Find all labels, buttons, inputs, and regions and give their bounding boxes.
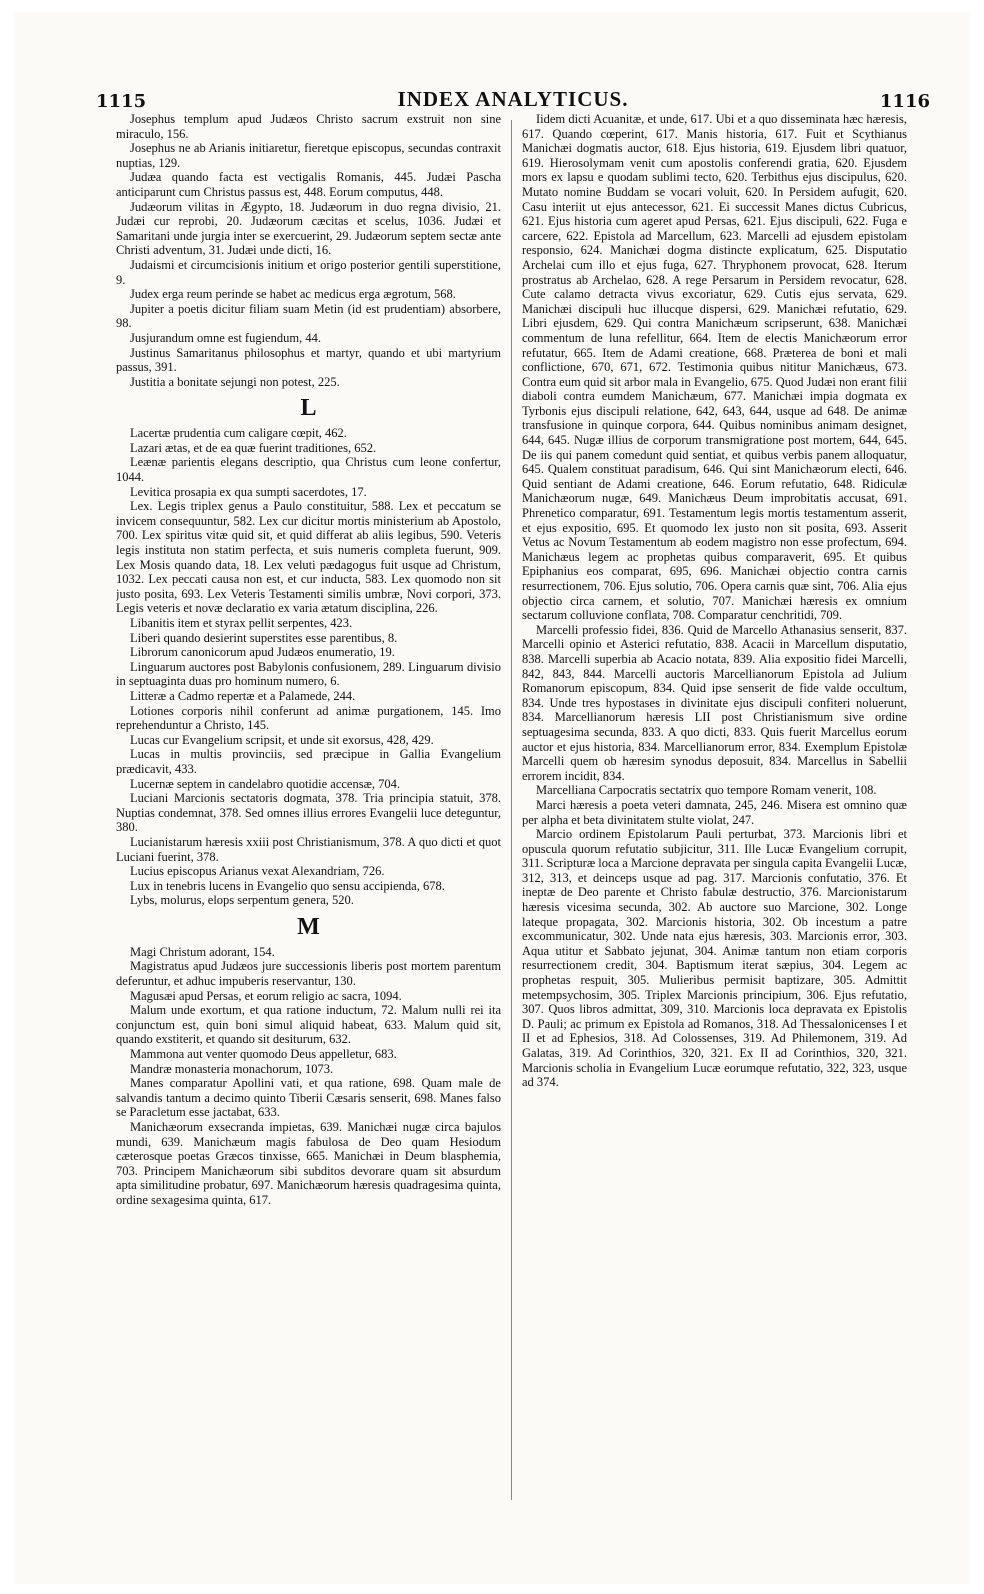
index-entry: Libanitis item et styrax pellit serpentes, 423. xyxy=(130,616,353,630)
index-entry: Liberi quando desierint superstites esse parentibus, 8. xyxy=(130,630,398,645)
index-entry: Marcelli professio fidei, 836. Quid de Marcello Athanasius senserit, 837. Marcelli opinio et Asterici refutatio, 838. Acacii in Marcellum disputatio, 838. Marcelli superbia ab Acacio notata, 839. Alia expositio fidei Marcelli, 842, 843, 844. Marcelli auctoris Marcellianorum Epistola ad Julium Romanorum episcopum, 834. Quid ipse senserit de fide valde occultum, 834. Unde tres hypostases in divinitate ejus discipuli confiteri noluerunt, 834. Marcellianorum hæresis LII post Christianismum sive ordine septuagesima secunda, 833. A quo dicti, 833. Quis fuerit Marcellus eorum auctor et ejus historia, 834. Marcellianorum error, 834. Exemplum Epistolæ Marcelli quem ob hæresim synodus deposuit, 834. Marcellus in Sabellii errorem incidit, 834. xyxy=(522,622,907,783)
index-entry: Librorum canonicorum apud Judæos enumeratio, 19. xyxy=(130,645,395,660)
left-column xyxy=(116,112,501,1512)
page-header xyxy=(96,72,930,112)
index-entry: Lucas cur Evangelium scripsit, et unde sit exorsus, 428, 429. xyxy=(130,732,434,747)
left-page-number: 1115 xyxy=(96,91,147,112)
column-divider xyxy=(511,120,512,1500)
index-entry: Mandræ monasteria monachorum, 1073. xyxy=(130,1061,334,1076)
index-entry: Magistratus apud Judæos jure successionis liberis post mortem parentum deferuntur, et adhuc impuberis reservantur, 130. xyxy=(116,959,501,989)
document-page xyxy=(14,12,970,1584)
index-entry: Lacertæ prudentia cum caligare cœpit, 462. xyxy=(130,426,347,441)
section-letter: L xyxy=(300,395,317,422)
index-entry: Jusjurandum omne est fugiendum, 44. xyxy=(130,330,321,345)
index-entry: Marcelliana Carpocratis sectatrix quo tempore Romam venerit, 108. xyxy=(536,783,877,798)
index-entry: Malum unde exortum, et qua ratione inductum, 72. Malum nulli rei ita conjunctum est, quin boni simul aliquid habeat, 633. Malum quid sit, quando exstiterit, et quando sit desiturum, 632. xyxy=(116,1003,501,1047)
index-entry: Lex. Legis triplex genus a Paulo constituitur, 588. Lex et peccatum se invicem consequuntur, 582. Lex cur dicitur mortis ministerium ab Apostolo, 700. Lex spiritus vitæ quid sit, et quid differat ab aliis legibus, 590. Veteris legis instituta non statim perfecta, et suis numeris completa fuerunt, 909. Lex Mosis quando data, 18. Lex veluti pædagogus fuit usque ad Christum, 1032. Lex peccati causa non est, et cur inducta, 583. Lex quomodo non sit justo posita, 693. Lex Veteris Testamenti similis umbræ, Novi corpori, 373. Legis veteris et novæ declaratio ex varia ætatum disciplina, 226. xyxy=(116,499,501,616)
right-page-number: 1116 xyxy=(879,91,930,112)
index-entry: Magusæi apud Persas, et eorum religio ac sacra, 1094. xyxy=(130,988,402,1003)
index-entry: Josephus templum apud Judæos Christo sacrum exstruit non sine miraculo, 156. xyxy=(116,112,501,141)
index-entry: Judaismi et circumcisionis initium et origo posterior gentili superstitione, 9. xyxy=(116,257,501,287)
index-entry: Lucius episcopus Arianus vexat Alexandriam, 726. xyxy=(130,864,385,879)
index-entry: Mammona aut venter quomodo Deus appelletur, 683. xyxy=(130,1047,397,1062)
index-entry: Jupiter a poetis dicitur filiam suam Metin (id est prudentiam) absorbere, 98. xyxy=(116,301,501,331)
index-entry: Josephus ne ab Arianis initiaretur, fieretque episcopus, secundas contraxit nuptias, 129. xyxy=(116,141,501,170)
index-entry: Magi Christum adorant, 154. xyxy=(130,944,275,959)
index-entry: Leænæ parientis elegans descriptio, qua Christus cum leone confertur, 1044. xyxy=(116,455,501,485)
section-letter: M xyxy=(297,913,320,940)
index-entry: Justinus Samaritanus philosophus et martyr, quando et ubi martyrium passus, 391. xyxy=(116,345,501,375)
right-column xyxy=(522,112,907,1512)
index-entry: Lux in tenebris lucens in Evangelio quo sensu accipienda, 678. xyxy=(130,878,445,893)
index-entry: Lucas in multis provinciis, sed præcipue in Gallia Evangelium prædicavit, 433. xyxy=(116,747,501,776)
index-entry: Lotiones corporis nihil conferunt ad animæ purgationem, 145. Imo reprehenduntur a Christo, 145. xyxy=(116,703,501,733)
running-title: INDEX ANALYTICUS. xyxy=(397,87,629,111)
index-entry: Lucernæ septem in candelabro quotidie accensæ, 704. xyxy=(130,776,401,791)
index-entry: Judex erga reum perinde se habet ac medicus erga ægrotum, 568. xyxy=(130,287,456,302)
index-entry: Lybs, molurus, elops serpentum genera, 520. xyxy=(130,893,354,908)
index-entry: Marci hæresis a poeta veteri damnata, 245, 246. Misera est omnino quæ per alpha et beta divinitatem stulte violat, 247. xyxy=(522,797,907,827)
index-entry: Marcio ordinem Epistolarum Pauli perturbat, 373. Marcionis libri et opuscula quorum refutatio subjicitur, 311. Ille Lucæ Evangelium corrupit, 311. Scripturæ loca a Marcione depravata per singula capita Evangelii Lucæ, 312, 313, et deinceps usque ad pag. 317. Marcionis confutatio, 376. Et ineptæ de Deo parente et Christo fabulæ destructio, 376. Marcionistarum hæresis vicesima secunda, 302. Ab auctore suo Marcione, 302. Longe lateque propagata, 302. Marcionis historia, 302. Ob incestum a patre excommunicatur, 302. Unde nata ejus hæresis, 303. Marcionis error, 303. Aqua utitur et Sabbato jejunat, 304. Animæ tantum non etiam corporis resurrectionem credit, 304. Baptismum iterat sæpius, 304. Legem ac prophetas respuit, 305. Mulieribus permisit baptizare, 305. Admittit metempsychosim, 305. Triplex Marcionis principium, 306. Ejus refutatio, 307. Quos libros admittat, 309, 310. Marcionis loca depravata ex Epistolis D. Pauli; ac primum ex Epistola ad Romanos, 318. Ad Thessalonicenses I et II et ad Ephesios, 318. Ad Colossenses, 319. Ad Philemonem, 319. Ad Galatas, 319. Ad Corinthios, 320, 321. Ex II ad Corinthios, 320, 321. Marcionis scholia in Evangelium Lucæ eorumque refutatio, 322, 323, usque ad 374. xyxy=(522,827,907,1090)
index-entry: Judæa quando facta est vectigalis Romanis, 445. Judæi Pascha anticiparunt cum Christus passus est, 448. Eorum computus, 448. xyxy=(116,170,501,199)
index-entry: Luciani Marcionis sectatoris dogmata, 378. Tria principia statuit, 378. Nuptias condemnat, 378. Sed omnes illius errores Evangelii luce deteguntur, 380. xyxy=(116,791,501,835)
index-entry: Manes comparatur Apollini vati, et qua ratione, 698. Quam male de salvandis tantum a decimo quinto Tiberii Cæsaris senserit, 698. Manes falso se Paracletum esse jactabat, 633. xyxy=(116,1076,501,1120)
index-entry: Lucianistarum hæresis xxiii post Christianismum, 378. A quo dicti et quot Luciani fuerint, 378. xyxy=(116,834,501,864)
index-entry: Lazari ætas, et de ea quæ fuerint traditiones, 652. xyxy=(130,440,377,455)
index-entry: Iidem dicti Acuanitæ, et unde, 617. Ubi et a quo disseminata hæc hæresis, 617. Quando cœperint, 617. Manis historia, 617. Fuit et Scythianus Manichæi dogmatis auctor, 618. Ejus historia, 619. Ejusdem libri quatuor, 619. Hierosolymam venit cum apostolis conferendi gratia, 620. Ejusdem mors ex lapsu e quodam sublimi tecto, 620. Terbithus ejus discipulus, 620. Mutato nomine Buddam se vocari voluit, 620. In Persidem aufugit, 620. Casu interiit ut ejus antecessor, 621. Ei successit Manes dictus Cubricus, 621. Ejus historia cum ageret apud Persas, 621. Ejus discipuli, 622. Fuga e carcere, 622. Epistola ad Marcellum, 623. Marcelli ad ejusdem epistolam responsio, 624. Manichæi dogma distincte explicatum, 625. Disputatio Archelai cum illo et ejus fuga, 627. Thryphonem provocat, 628. Iterum prostratus ab Archelao, 628. A rege Persarum in Persidem revocatur, 628. Cute calamo detracta vivus excoriatur, 629. Cutis ejus servata, 629. Manichæi discipuli huc illucque dispersi, 629. Manichæi refutatio, 629. Libri ejusdem, 629. Qui contra Manichæum scripserunt, 638. Manichæi commentum de luna refellitur, 664. Item de electis Manichæorum error refutatur, 665. Item de Adami creatione, 668. Præterea de boni et mali conflictione, 670, 671, 672. Testimonia quibus nititur Manichæus, 673. Contra eum quid sit arbor mala in Evangelio, 675. Quod Judæi non erant filii diaboli contra eumdem Manichæum, 677. Manichæi impia dogmata ex Tyrbonis ejus discipuli relatione, 642, 643, 644, usque ad 648. De animæ transfusione in quinque corpora, 644. Quibus nominibus animam designet, 644, 645. Nugæ illius de corporum transmigratione post mortem, 644, 645. De iis qui panem comedunt quid sentiat, et quibus verbis panem alloquatur, 645. Qualem constituat paradisum, 646. Qui sint Manichæorum electi, 646. Quid sentiant de Adami creatione, 646. Eorum refutatio, 648. Ridiculæ Manichæorum nugæ, 649. Manichæus Deum improbitatis accusat, 691. Phrenetico comparatur, 691. Testamentum legis mortis testamentum asserit, et ejus expositio, 695. Et quomodo lex justo non sit posita, 693. Asserit Vetus ac Novum Testamentum ab eodem magistro non esse profectum, 694. Manichæus legem ac prophetas quibus comparaverit, 695. Et quibus Epiphanius eos comparat, 695, 696. Manichæi objectio contra carnis resurrectionem, 706. Ejus solutio, 706. Opera carnis quæ sint, 706. Alia ejus objectio circa carnem, et solutio, 707. Manichæi hæresis ex omnium sectarum colluvione conflata, 708. Comparatur cenchritidi, 709. xyxy=(522,112,907,623)
index-entry: Justitia a bonitate sejungi non potest, 225. xyxy=(130,374,340,389)
index-entry: Litteræ a Cadmo repertæ et a Palamede, 244. xyxy=(130,688,356,703)
index-entry: Levitica prosapia ex qua sumpti sacerdotes, 17. xyxy=(130,484,367,499)
index-entry: Linguarum auctores post Babylonis confusionem, 289. Linguarum divisio in septuaginta duas pro hominum numero, 6. xyxy=(116,659,501,689)
index-entry: Manichæorum exsecranda impietas, 639. Manichæi nugæ circa bajulos mundi, 639. Manichæum magis fabulosa de Deo quam Hesiodum cæterosque poetas Græcos tinxisse, 665. Manichæi in Deum blasphemia, 703. Principem Manichæorum sibi subditos devorare quam sit absurdum apta similitudine probatur, 697. Manichæorum hæresis quadragesima quinta, ordine sexagesima quinta, 617. xyxy=(116,1120,501,1207)
index-entry: Judæorum vilitas in Ægypto, 18. Judæorum in duo regna divisio, 21. Judæi cur reprobi, 20. Judæorum cæcitas et scelus, 1036. Judæi et Samaritani unde jurgia inter se exercuerint, 29. Judæorum septem sectæ ante Christi adventum, 31. Judæi unde dicti, 16. xyxy=(116,199,501,258)
